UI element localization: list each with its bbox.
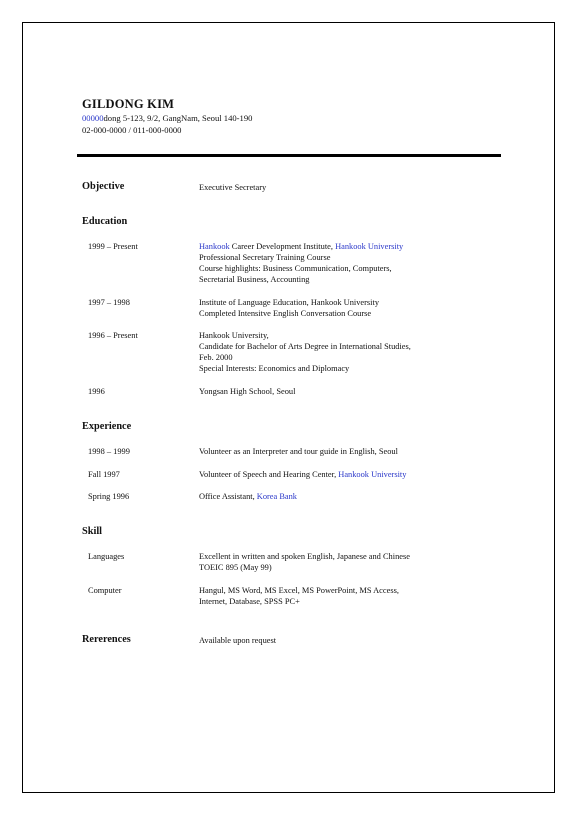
experience-date: 1998 – 1999 [88, 447, 130, 456]
education-line: Secretarial Business, Accounting [199, 275, 310, 285]
education-date: 1999 – Present [88, 242, 138, 251]
education-line: Yongsan High School, Seoul [199, 387, 296, 396]
education-heading: Education [82, 216, 128, 227]
education-line: Completed Intensitve English Conversation Course [199, 309, 372, 319]
phone-line: 02-000-0000 / 011-000-0000 [82, 125, 182, 135]
education-entry [199, 330, 411, 374]
experience-text: Volunteer of Speech and Hearing Center, [199, 470, 339, 479]
skill-line: Internet, Database, SPSS PC+ [199, 597, 300, 607]
skill-line: Hangul, MS Word, MS Excel, MS PowerPoint, MS Access, [199, 586, 399, 595]
skill-line: TOEIC 895 (May 99) [199, 563, 272, 573]
resume-name: GILDONG KIM [82, 97, 175, 111]
address-text: dong 5-123, 9/2, GangNam, Seoul 140-190 [103, 113, 253, 123]
objective-heading: Objective [82, 181, 125, 192]
education-line: Institute of Language Education, Hankook University [199, 298, 380, 307]
postal-code-link[interactable]: 00000 [82, 113, 104, 123]
hankook-university-link[interactable]: Hankook University [338, 470, 407, 479]
experience-entry: Volunteer as an Interpreter and tour guide in English, Seoul [199, 447, 398, 456]
education-line: Professional Secretary Training Course [199, 253, 331, 263]
experience-date: Spring 1996 [88, 492, 130, 501]
resume-page [22, 22, 555, 793]
education-date: 1997 – 1998 [88, 298, 130, 307]
education-line: Special Interests: Economics and Diplomacy [199, 364, 350, 374]
skill-label: Computer [88, 586, 122, 595]
skill-label: Languages [88, 552, 125, 561]
education-entry [199, 386, 295, 397]
skill-entry [199, 585, 399, 607]
references-text: Available upon request [199, 636, 277, 645]
education-line: Feb. 2000 [199, 353, 233, 363]
objective-text: Executive Secretary [199, 183, 267, 192]
education-line: Course highlights: Business Communication, Computers, [199, 264, 392, 274]
education-date: 1996 [88, 387, 105, 396]
education-entry [199, 297, 379, 319]
header-divider [77, 154, 501, 157]
education-text: Career Development Institute, [229, 242, 336, 251]
experience-heading: Experience [82, 421, 132, 432]
skill-heading: Skill [82, 526, 103, 537]
references-heading: Rererences [82, 634, 131, 645]
experience-date: Fall 1997 [88, 470, 120, 479]
skill-entry [199, 551, 410, 573]
address-line [82, 113, 252, 123]
education-date: 1996 – Present [88, 331, 138, 340]
experience-text: Office Assistant, [199, 492, 257, 501]
korea-bank-link[interactable]: Korea Bank [256, 492, 297, 501]
education-entry [199, 241, 403, 285]
education-line: Hankook University, [199, 331, 269, 340]
hankook-university-link[interactable]: Hankook University [335, 242, 404, 251]
experience-entry [199, 469, 406, 480]
education-line: Candidate for Bachelor of Arts Degree in International Studies, [199, 342, 411, 352]
hankook-link[interactable]: Hankook [199, 242, 230, 251]
experience-entry [199, 491, 297, 502]
skill-line: Excellent in written and spoken English, Japanese and Chinese [199, 552, 410, 561]
